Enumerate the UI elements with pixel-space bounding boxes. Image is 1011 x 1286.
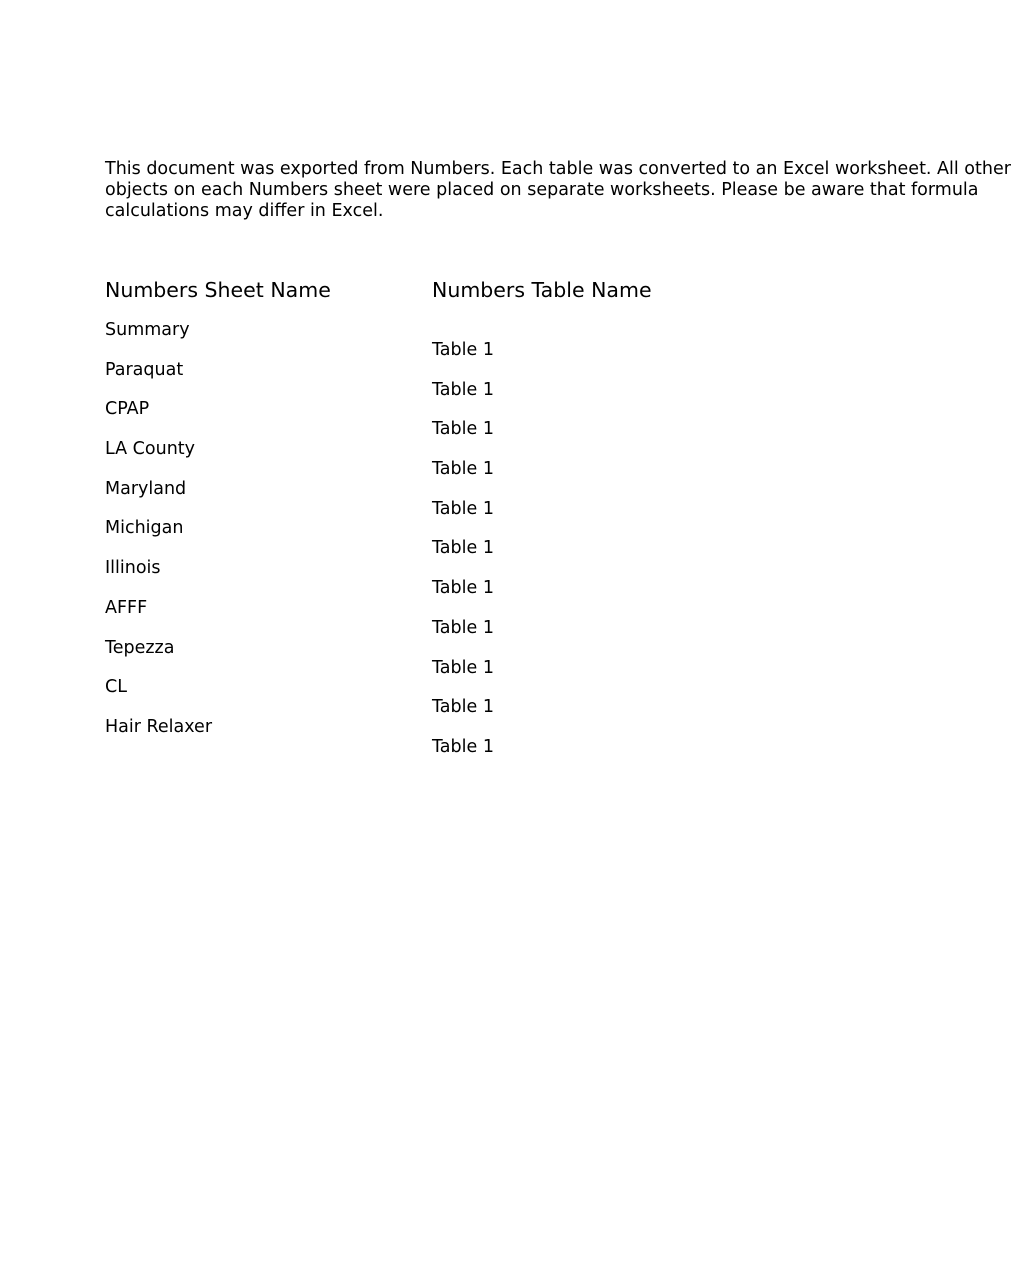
sheet-name-item: CPAP <box>105 399 150 420</box>
table-name-item: Table 1 <box>432 379 494 400</box>
table-name-item: Table 1 <box>432 498 494 519</box>
sheet-name-item: Paraquat <box>105 359 184 380</box>
export-notice <box>105 159 1011 222</box>
sheet-name-item: Michigan <box>105 518 184 539</box>
table-name-item: Table 1 <box>432 459 494 480</box>
export-notice-line: calculations may differ in Excel. <box>105 201 384 221</box>
table-name-item: Table 1 <box>432 657 494 678</box>
table-name-list <box>432 340 494 777</box>
table-name-item: Table 1 <box>432 340 494 360</box>
table-name-item: Table 1 <box>432 617 494 638</box>
sheet-name-item: Summary <box>105 320 190 340</box>
sheet-name-item: Hair Relaxer <box>105 716 213 737</box>
sheet-name-list <box>105 320 212 757</box>
sheet-name-item: CL <box>105 677 127 698</box>
table-name-header: Numbers Table Name <box>432 278 652 302</box>
sheet-name-item: Illinois <box>105 558 161 579</box>
sheet-name-item: Tepezza <box>105 637 175 658</box>
sheet-name-header: Numbers Sheet Name <box>105 278 331 302</box>
table-name-item: Table 1 <box>432 538 494 559</box>
table-name-item: Table 1 <box>432 736 494 757</box>
export-notice-line: This document was exported from Numbers. Each table was converted to an Excel worksheet. All other <box>105 159 1011 179</box>
table-name-item: Table 1 <box>432 697 494 718</box>
table-name-item: Table 1 <box>432 419 494 440</box>
table-name-item: Table 1 <box>432 578 494 599</box>
sheet-name-item: LA County <box>105 439 196 460</box>
sheet-name-item: AFFF <box>105 597 148 618</box>
export-notice-line: objects on each Numbers sheet were placed on separate worksheets. Please be aware that formula <box>105 180 979 200</box>
sheet-name-item: Maryland <box>105 478 187 499</box>
